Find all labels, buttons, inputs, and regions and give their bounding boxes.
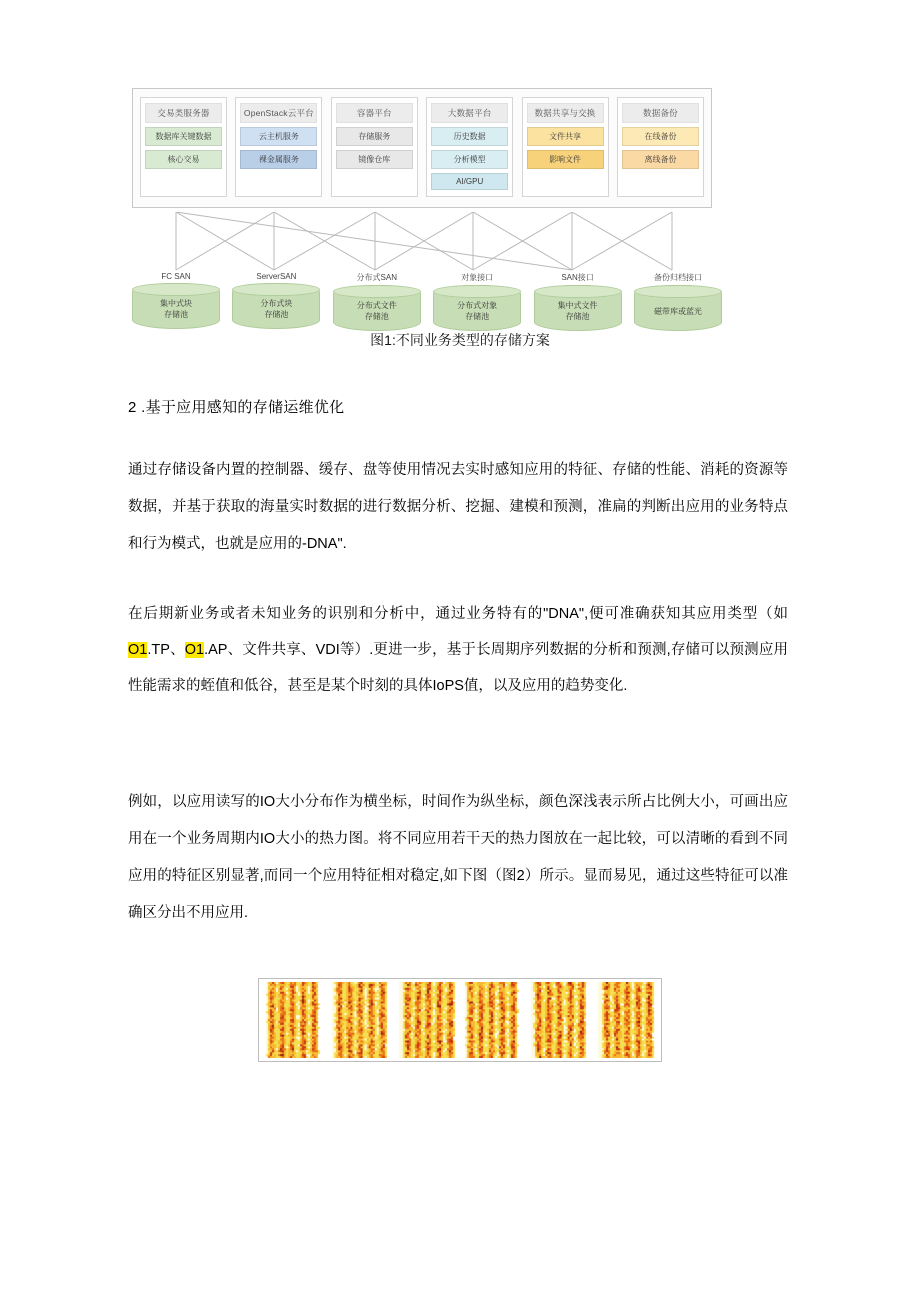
paragraph-2-part-c: .AP、文件共享、VDI等）.更进一步，基于长周期序列数据的分析和预测,存储可以预测应用性能需求的蛭值和低谷，甚至是某个时刻的具体IoPS值，以及应用的趋势变化.: [128, 642, 788, 694]
platform-item: 数据库关键数据: [145, 127, 222, 146]
storage-pool-4: [534, 272, 622, 331]
pool-line1: 磁带库或蓝光: [653, 306, 702, 316]
figure-1-platform-diagram: [132, 88, 722, 208]
pool-label: 对象接口: [461, 273, 494, 282]
platform-column-1: [235, 97, 322, 197]
storage-pool-2: [333, 272, 421, 331]
platform-title: 数据共享与交换: [527, 103, 604, 123]
platform-column-0: [140, 97, 227, 197]
heatmap-panel: [262, 982, 326, 1058]
platform-title: 容器平台: [336, 103, 413, 123]
heatmap-panel: [395, 982, 459, 1058]
pool-line1: 分布式文件: [356, 301, 397, 310]
platform-column-3: [426, 97, 513, 197]
platform-item: 离线备份: [622, 150, 699, 169]
platform-title: 大数据平台: [431, 103, 508, 123]
platform-item: 存储服务: [336, 127, 413, 146]
platform-item: AI/GPU: [431, 173, 508, 190]
platform-item: 镜像仓库: [336, 150, 413, 169]
figure-2-heatmap-row: [258, 978, 662, 1062]
paragraph-2: [128, 596, 788, 704]
platform-container: [132, 88, 712, 208]
platform-column-2: [331, 97, 418, 197]
heatmap-panel: [527, 982, 591, 1058]
storage-pool-row: [132, 272, 722, 331]
platform-title: 数据备份: [622, 103, 699, 123]
platform-item: 核心交易: [145, 150, 222, 169]
figure-1-caption: 图1:不同业务类型的存储方案: [370, 332, 550, 348]
pool-label: FC SAN: [161, 272, 191, 281]
storage-pool-1: [232, 272, 320, 331]
pool-label: SAN接口: [561, 273, 594, 282]
heatmap-panel: [328, 982, 392, 1058]
pool-line2: 存储池: [364, 312, 389, 321]
pool-line1: 分布式对象: [457, 301, 498, 310]
pool-label: 分布式SAN: [356, 273, 397, 282]
pool-cylinder: [634, 285, 722, 331]
pool-line1: 集中式文件: [557, 301, 598, 310]
pool-cylinder: [534, 285, 622, 331]
pool-line1: 集中式块: [160, 299, 192, 308]
pool-line2: 存储池: [565, 312, 590, 321]
highlight-o1-ap: O1: [184, 642, 205, 658]
pool-cylinder: [333, 285, 421, 331]
platform-item: 云主机服务: [240, 127, 317, 146]
platform-column-4: [522, 97, 609, 197]
platform-column-5: [617, 97, 704, 197]
pool-line2: 存储池: [264, 310, 289, 319]
pool-cylinder: [433, 285, 521, 331]
paragraph-2-part-b: .TP、: [147, 642, 185, 658]
paragraph-3: 例如，以应用读写的IO大小分布作为横坐标，时间作为纵坐标，颜色深浅表示所占比例大小，可画出应用在一个业务周期内IO大小的热力图。将不同应用若干天的热力图放在一起比较，可以清晰的看到不同应用的特征区别显著,而同一个应用特征相对稳定,如下图（图2）所示。显而易见，通过这些特征可以准确区分出不用应用.: [128, 794, 788, 921]
paragraph-2-part-a: 在后期新业务或者未知业务的识别和分析中，通过业务特有的"DNA",便可准确获知其应用类型（如: [128, 606, 788, 622]
heatmap-panel: [594, 982, 658, 1058]
paragraph-1: 通过存储设备内置的控制器、缓存、盘等使用情况去实时感知应用的特征、存储的性能、消耗的资源等数据，并基于获取的海量实时数据的进行数据分析、挖掘、建模和预测，准扁的判断出应用的业务特点和行为模式，也就是应用的-DNA".: [128, 462, 788, 552]
platform-item: 文件共享: [527, 127, 604, 146]
platform-item: 历史数据: [431, 127, 508, 146]
platform-title: OpenStack云平台: [240, 103, 317, 123]
heatmap-panel: [461, 982, 525, 1058]
pool-cylinder: [132, 283, 220, 329]
pool-line2: 存储池: [164, 310, 188, 319]
highlight-o1-tp: O1: [128, 642, 148, 658]
pool-cylinder: [232, 283, 320, 329]
platform-title: 交易类服务器: [145, 103, 222, 123]
pool-label: ServerSAN: [256, 272, 297, 281]
storage-pool-3: [433, 272, 521, 331]
platform-item: 裸金属服务: [240, 150, 317, 169]
storage-pool-0: [132, 272, 220, 331]
storage-pool-5: [634, 272, 722, 331]
platform-item: 分析模型: [431, 150, 508, 169]
platform-item: 影响文件: [527, 150, 604, 169]
platform-item: 在线备份: [622, 127, 699, 146]
pool-label: 备份归档接口: [653, 273, 702, 282]
pool-line1: 分布式块: [260, 299, 293, 308]
section-heading: 2 .基于应用感知的存储运维优化: [128, 399, 345, 416]
pool-line2: 存储池: [465, 312, 490, 321]
